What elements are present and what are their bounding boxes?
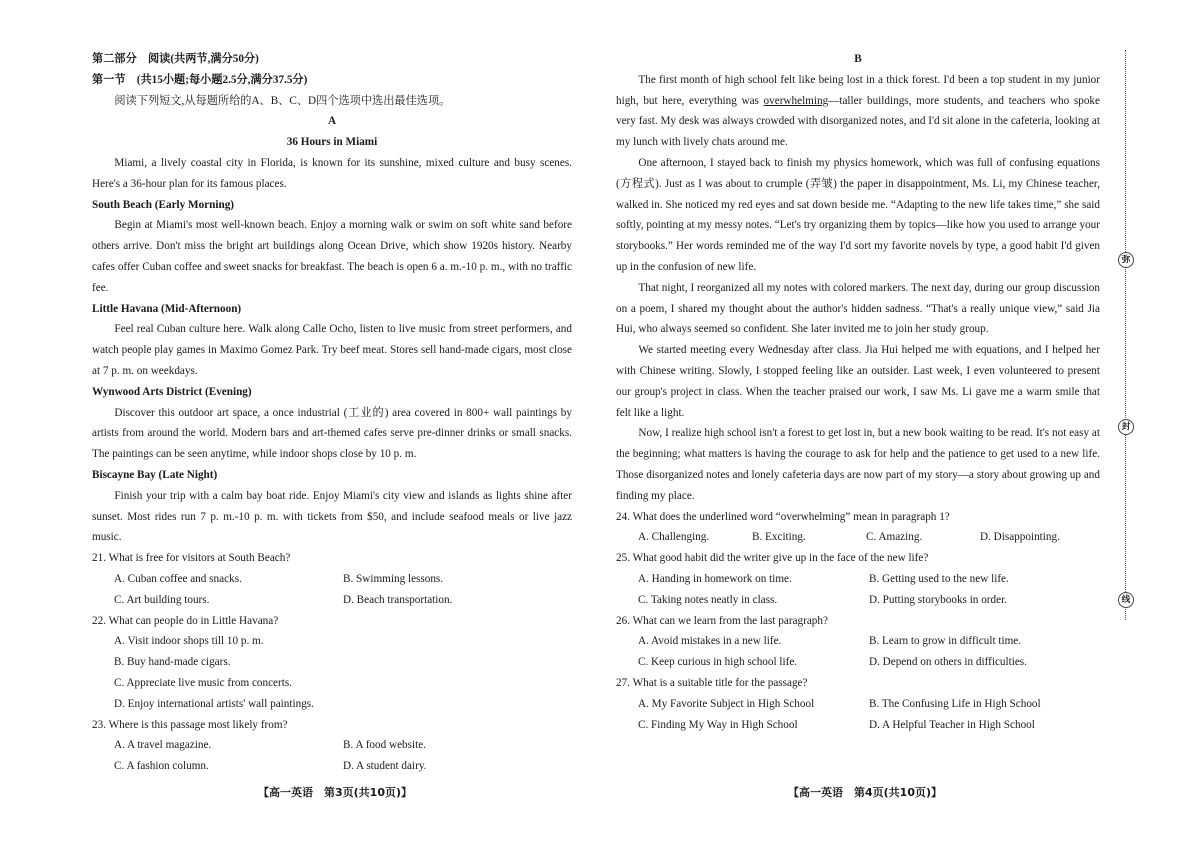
- binding-mark-seal: 封: [1118, 419, 1134, 435]
- option-b[interactable]: B. Learn to grow in difficult time.: [869, 635, 1022, 648]
- option-a[interactable]: A. Avoid mistakes in a new life.: [638, 635, 782, 648]
- underlined-word: overwhelming: [763, 94, 829, 107]
- passage-title: 36 Hours in Miami: [286, 136, 378, 149]
- page-4-content: [616, 49, 1100, 735]
- question-stem: 21. What is free for visitors at South Beach?: [92, 552, 291, 565]
- option-d[interactable]: D. Beach transportation.: [343, 593, 453, 606]
- page-4: [616, 0, 1100, 849]
- section-text-biscayne-bay: Finish your trip with a calm bay boat ride. Enjoy Miami's city view and islands as lights shine after sunset. Most rides run 7 p. m.-10 p. m. with tickets from $50, and include seafood meals or live jazz music.: [92, 489, 572, 544]
- question-stem: 23. Where is this passage most likely from?: [92, 718, 288, 731]
- option-row: [92, 569, 572, 590]
- question-stem: 27. What is a suitable title for the passage?: [616, 676, 808, 689]
- page-footer-4: 【高一英语 第4页(共10页)】: [788, 786, 943, 799]
- option-a[interactable]: A. Visit indoor shops till 10 p. m.: [114, 635, 264, 648]
- question-26: [616, 611, 1100, 673]
- option-a[interactable]: A. Cuban coffee and snacks.: [114, 572, 242, 585]
- option-d[interactable]: D. Putting storybooks in order.: [869, 593, 1007, 606]
- option-row: [616, 631, 1100, 652]
- question-stem: 24. What does the underlined word “overwhelming” mean in paragraph 1?: [616, 510, 950, 523]
- paragraph-4: We started meeting every Wednesday after class. Jia Hui helped me with equations, and I helped her with Chinese writing. Slowly, I stopped feeling like an outsider. Last week, I even volunteered to present our group's project in class. When the teacher praised our work, I saw Ms. Li gave me a warm smile that felt like a light.: [616, 344, 1100, 419]
- option-a[interactable]: A. A travel magazine.: [114, 739, 212, 752]
- option-c[interactable]: C. Appreciate live music from concerts.: [114, 676, 293, 689]
- passage-letter-b: B: [854, 53, 862, 65]
- option-d[interactable]: D. Depend on others in difficulties.: [869, 656, 1027, 669]
- question-21: [92, 548, 572, 610]
- question-stem: 25. What good habit did the writer give up in the face of the new life?: [616, 552, 929, 565]
- question-23: [92, 715, 572, 777]
- option-c[interactable]: C. Finding My Way in High School: [638, 718, 798, 731]
- option-b[interactable]: B. Buy hand-made cigars.: [114, 656, 231, 669]
- page-3: [92, 0, 572, 849]
- option-c[interactable]: C. Amazing.: [866, 531, 923, 544]
- page-footer-3: 【高一英语 第3页(共10页)】: [258, 786, 413, 799]
- binding-mark-line: 线: [1118, 592, 1134, 608]
- option-c[interactable]: C. Taking notes neatly in class.: [638, 593, 778, 606]
- option-b[interactable]: B. Exciting.: [752, 531, 806, 544]
- question-22: [92, 611, 572, 715]
- option-row: [616, 715, 1100, 736]
- passage-intro: Miami, a lively coastal city in Florida, is known for its sunshine, mixed culture and busy scenes. Here's a 36-hour plan for its famous places.: [92, 156, 572, 190]
- option-row: [616, 694, 1100, 715]
- option-b[interactable]: B. Swimming lessons.: [343, 572, 444, 585]
- part-title: 第二部分 阅读(共两节,满分50分): [92, 53, 259, 65]
- paragraph-1-end: —taller buildings, more students, and teachers who spoke very fast. My desk was always crowded with disorganized notes, and I'd sit alone in the cafeteria, looking at my lunch with lively chats around me.: [616, 94, 1100, 149]
- binding-dotted-line: [1125, 50, 1126, 620]
- question-27: [616, 673, 1100, 735]
- section-heading-wynwood: Wynwood Arts District (Evening): [92, 385, 252, 398]
- paragraph-5: Now, I realize high school isn't a forest to get lost in, but a new book waiting to be read. It's not easy at the beginning; what matters is having the courage to ask for help and the patience to get used to a new life. Those disorganized notes and lonely cafeteria days are now part of my story—a story about growing up and finding my place.: [616, 427, 1100, 502]
- page-3-content: [92, 49, 572, 777]
- paragraph-2: One afternoon, I stayed back to finish my physics homework, which was full of confusing equations (方程式). Just as I was about to crumple (弄皱) the paper in disappointment, Ms. Li, my Chinese teacher, walked in. She noticed my red eyes and sat down beside me. “Adapting to the new life takes time,” she said softly, pointing at my messy notes. “Let's try organizing them by topics—like how you used to arrange your storybooks.” Her words reminded me of the way I'd sort my favorite novels by type, a good habit I'd given up in the confusion of new life.: [616, 156, 1100, 273]
- option-row: [616, 569, 1100, 590]
- section-text-little-havana: Feel real Cuban culture here. Walk along Calle Ocho, listen to live music from street performers, and watch people play games in Maximo Gomez Park. Try beef meat. Stores sell hand-made cigars, most close at 7 p. m. on weekdays.: [92, 323, 572, 377]
- passage-letter-a: A: [327, 115, 337, 128]
- question-24: [616, 507, 1100, 549]
- option-row: [616, 527, 1100, 548]
- section-heading-little-havana: Little Havana (Mid-Afternoon): [92, 302, 242, 315]
- paragraph-3: That night, I reorganized all my notes with colored markers. The next day, during our group discussion on a poem, I shared my thought about the author's hidden sadness. “That's a really unique view,” said Jia Hui, who always seemed so confident. She later invited me to join her study group.: [616, 281, 1100, 336]
- option-row: [616, 652, 1100, 673]
- section-text-south-beach: Begin at Miami's most well-known beach. Enjoy a morning walk or swim on soft white sand before others arrive. Don't miss the bright art buildings along Ocean Drive, which show 1920s history. Nearby cafes offer Cuban coffee and sweet snacks for breakfast. The beach is open 6 a. m.-10 p. m., with no traffic fee.: [92, 219, 572, 294]
- option-d[interactable]: D. A Helpful Teacher in High School: [869, 718, 1035, 731]
- paragraph-1: [616, 70, 1100, 153]
- section-heading-south-beach: South Beach (Early Morning): [92, 198, 235, 211]
- paragraph-1-start: The first month of high school felt like being lost in a thick forest. I'd been a top student in my junior high, but here, everything was: [616, 73, 1100, 107]
- option-a[interactable]: A. My Favorite Subject in High School: [638, 697, 815, 710]
- option-d[interactable]: D. Enjoy international artists' wall paintings.: [114, 697, 314, 710]
- option-row: [92, 735, 572, 756]
- option-c[interactable]: C. Art building tours.: [114, 593, 210, 606]
- question-25: [616, 548, 1100, 610]
- option-b[interactable]: B. Getting used to the new life.: [869, 572, 1009, 585]
- section-title: 第一节 (共15小题;每小题2.5分,满分37.5分): [92, 73, 308, 86]
- option-a[interactable]: A. Challenging.: [638, 531, 710, 544]
- option-a[interactable]: A. Handing in homework on time.: [638, 572, 792, 585]
- option-d[interactable]: D. Disappointing.: [980, 531, 1060, 544]
- binding-mark-seal: 弥: [1118, 252, 1134, 268]
- option-row: [92, 590, 572, 611]
- option-d[interactable]: D. A student dairy.: [343, 760, 427, 773]
- option-row: [92, 756, 572, 777]
- section-text-wynwood: Discover this outdoor art space, a once industrial (工业的) area covered in 800+ wall paintings by artists from around the world. Modern bars and art-themed cafes serve pre-dinner drinks or small snacks. The paintings can be seen anytime, while indoor shops close by 10 p. m.: [92, 406, 572, 461]
- option-b[interactable]: B. The Confusing Life in High School: [869, 697, 1041, 710]
- question-stem: 26. What can we learn from the last paragraph?: [616, 614, 828, 627]
- option-row: [616, 590, 1100, 611]
- instruction: 阅读下列短文,从每题所给的A、B、C、D四个选项中选出最佳选项。: [114, 94, 451, 107]
- question-stem: 22. What can people do in Little Havana?: [92, 614, 279, 627]
- option-c[interactable]: C. Keep curious in high school life.: [638, 656, 798, 669]
- option-b[interactable]: B. A food website.: [343, 739, 426, 752]
- section-heading-biscayne-bay: Biscayne Bay (Late Night): [92, 468, 218, 481]
- option-c[interactable]: C. A fashion column.: [114, 760, 209, 773]
